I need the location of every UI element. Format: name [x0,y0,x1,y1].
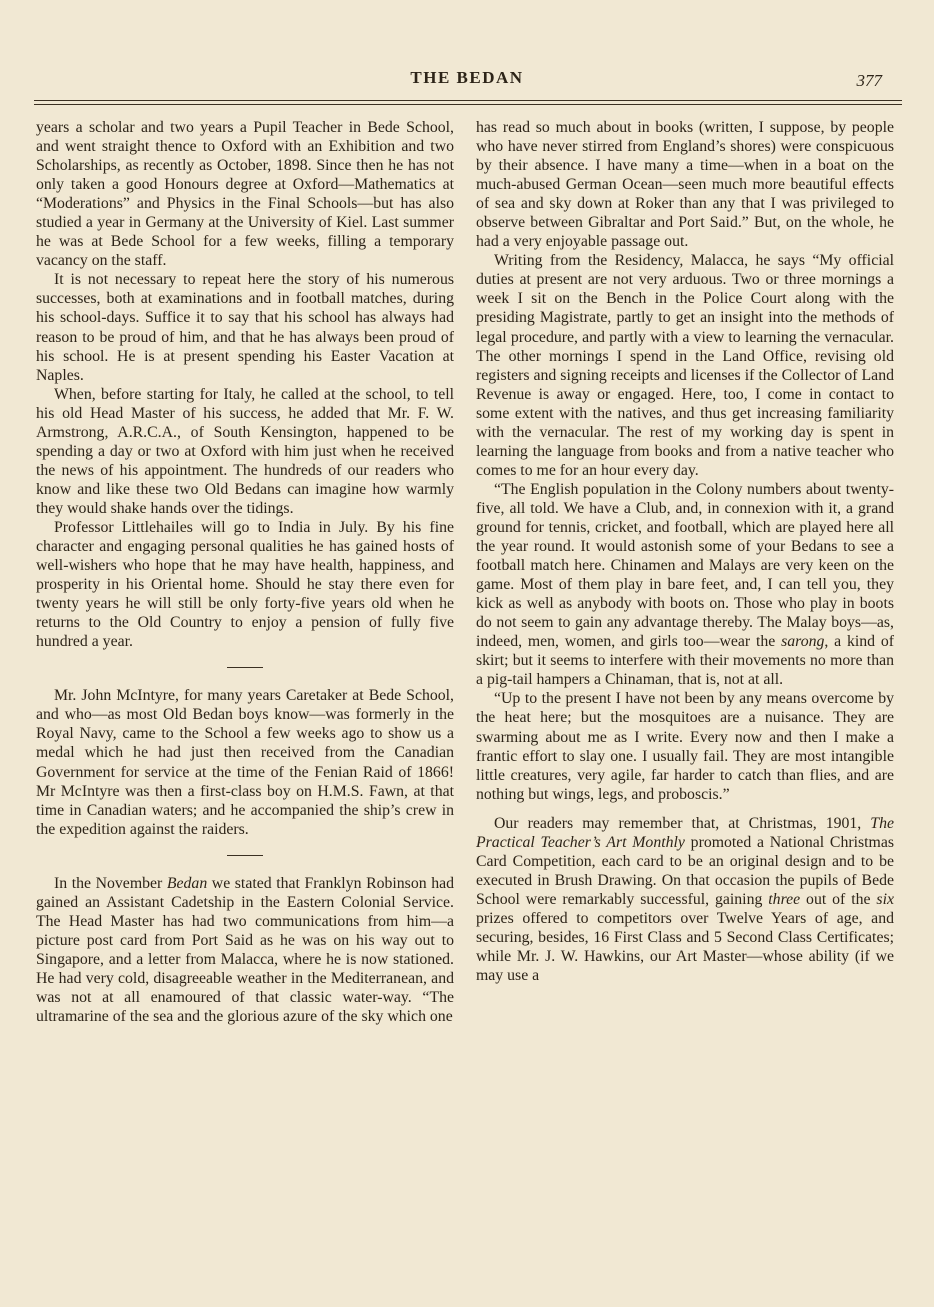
header-rule-top [34,100,902,101]
paragraph-voyage: has read so much about in books (written, I suppose, by people who have never stirred from England’s shores) were conspicuous by their absence. I have many a time—when in a boat on the much-abused German Ocean—seen much more beautiful effects of sea and sky down at Roker than any that I was privileged to observe between Gibraltar and Port Said.” But, on the whole, he had a very enjoyable passage out. [476,119,894,251]
italic-bedan: Bedan [166,874,208,892]
paragraph-colony: “The English population in the Colony numbers about twenty-five, all told. We have a Club, and, in connexion with it, a grand ground for tennis, cricket, and football, which are played here all the year round. It would astonish some of your Bedans to see a football match here. Chinamen and Malays are very keen on the game. Most of them play in bare feet, and, I can tell you, they kick as well as anybody with boots on. Those who play in boots do not seem to gain any advantage thereby. The Malay boys—as, indeed, men, women, and girls too—wear the sarong, a kind of skirt; but it seems to interfere with their movements no more than a pig-tail hampers a Chinaman, that is, not at all. [476,480,894,689]
paragraph-residency: Writing from the Residency, Malacca, he says “My official duties at present are not very arduous. Two or three mornings a week I sit on the Bench in the Police Court along with the presiding Magistrate, partly to get an insight into the methods of legal procedure, and partly with a view to learning the vernacular. The other mornings I spend in the Land Office, revising old registers and signing receipts and licenses if the Collector of Land Revenue is away or engaged. Here, too, I come in contact to some extent with the natives, and thus get increasing familiarity with the vernacular. The rest of my working day is spent in learning the language from books and from a native teacher who comes to me for an hour every day. [476,252,894,479]
italic-sarong: sarong [781,633,825,651]
section-divider [227,667,263,668]
header-rule-bottom [34,104,902,105]
left-column [36,118,454,1026]
section-divider [227,855,263,856]
italic-six: six [876,890,894,908]
paragraph-mosquitoes: “Up to the present I have not been by any means overcome by the heat here; but the mosquitoes are a nuisance. They are swarming about me as I write. Every now and then I make a frantic effort to slay one. I usually fail. They are most intangible little creatures, very agile, far harder to catch than flies, and are nothing but wings, legs, and proboscis.” [476,690,894,803]
page-number: 377 [856,71,882,90]
right-column [476,118,894,985]
paragraph-scholar-career: years a scholar and two years a Pupil Teacher in Bede School, and went straight thence to Oxford with an Exhibition and two Scholarships, as recently as October, 1898. Since then he has not only taken a good Honours degree at Oxford—Mathematics at “Moderations” and Physics in the Final Schools—but has also studied a year in Germany at the University of Kiel. Last summer he was at Bede School for a few weeks, filling a temporary vacancy on the staff. [36,119,454,270]
italic-three: three [768,890,801,908]
paragraph-india: Professor Littlehailes will go to India in July. By his fine character and engaging personal qualities he has gained hosts of well-wishers who hope that he may have health, happiness, and prosperity in his Oriental home. Should he stay there even for twenty years he will still be only forty-five years old when he returns to the Old Country to enjoy a pension of fully five hundred a year. [36,518,454,651]
running-head [0,68,934,96]
journal-title: THE BEDAN [410,68,524,87]
paragraph-visit: When, before starting for Italy, he called at the school, to tell his old Head Master of his success, he added that Mr. F. W. Armstrong, A.R.C.A., of South Kensington, happened to be spending a day or two at Oxford with him just when he received the news of his appointment. The hundreds of our readers who know and like these two Old Bedans can imagine how warmly they would shake hands over the tidings. [36,385,454,517]
paragraph-christmas-cards: Our readers may remember that, at Christmas, 1901, The Practical Teacher’s Art Monthly promoted a National Christmas Card Competition, each card to be an original design and to be executed in Brush Drawing. On that occasion the pupils of Bede School were remarkably successful, gaining three out of the six prizes offered to competitors over Twelve Years of age, and securing, besides, 16 First Class and 5 Second Class Certificates; while Mr. J. W. Hawkins, our Art Master—whose ability (if we may use a [476,814,894,985]
paragraph-successes: It is not necessary to repeat here the story of his numerous successes, both at examinations and in football matches, during his school-days. Suffice it to say that his school has always had reason to be proud of him, and that he has always been proud of his school. He is at present spending his Easter Vacation at Naples. [36,271,454,384]
italic-art-monthly: The Practical Teacher’s Art Monthly [476,814,894,851]
paragraph-robinson: In the November Bedan we stated that Franklyn Robinson had gained an Assistant Cadetship in the Eastern Colonial Service. The Head Master has had two communications from him—a picture post card from Port Said as he was on his way out to Singapore, and a letter from Malacca, where he is now stationed. He had very cold, disagreeable weather in the Mediterranean, and was not at all enamoured of that classic water-way. “The ultramarine of the sea and the glorious azure of the sky which one [36,874,455,1026]
paragraph-mcintyre: Mr. John McIntyre, for many years Caretaker at Bede School, and who—as most Old Bedan boys know—was formerly in the Royal Navy, came to the School a few weeks ago to show us a medal which he had just then received from the Canadian Government for service at the time of the Fenian Raid of 1866! Mr McIntyre was then a first-class boy on H.M.S. Fawn, at that time in Canadian waters; and he accompanied the ship’s crew in the expedition against the raiders. [36,687,454,838]
